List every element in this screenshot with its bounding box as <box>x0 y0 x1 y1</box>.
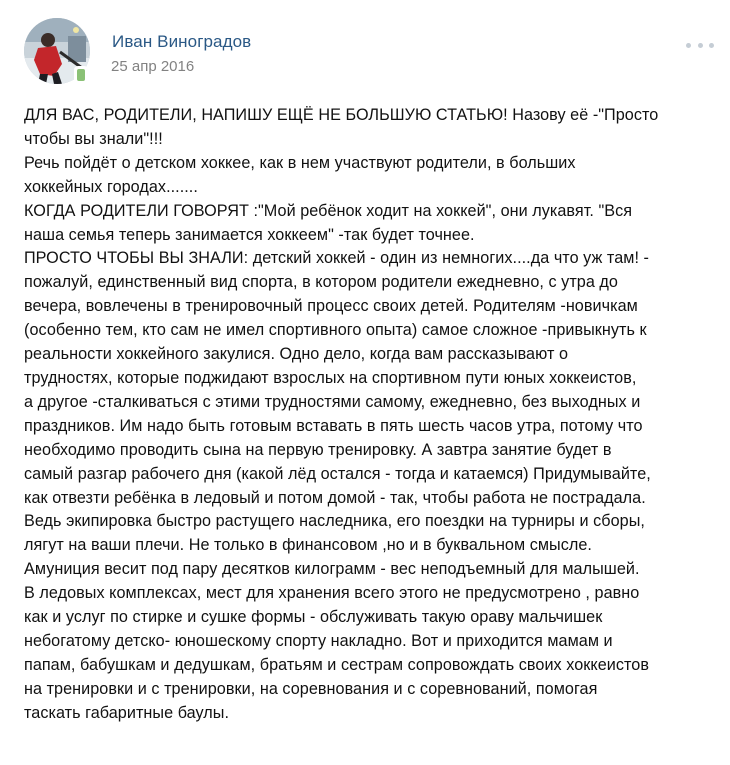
post-date[interactable]: 25 апр 2016 <box>111 58 195 75</box>
cut-off-next-line <box>0 759 730 765</box>
ellipsis-icon[interactable] <box>686 40 714 50</box>
author-name[interactable]: Иван Виноградов <box>112 32 252 51</box>
post-header <box>24 18 714 88</box>
mobile-online-icon <box>74 66 88 84</box>
post-text: ДЛЯ ВАС, РОДИТЕЛИ, НАПИШУ ЕЩЁ НЕ БОЛЬШУЮ СТАТЬЮ! Назову её -"Просто чтобы вы знали"!!! Речь пойдёт о детском хоккее, как в нем участвуют родители, в больших хоккейных городах....... КОГДА РОДИТЕЛИ ГОВОРЯТ :"Мой ребёнок ходит на хоккей", они лукавят. "Вся наша семья теперь занимается хоккеем" -так будет точнее. ПРОСТО ЧТОБЫ ВЫ ЗНАЛИ: детский хоккей - один из немногих....да что уж там! - пожалуй, единственный вид спорта, в котором родители ежедневно, с утра до вечера, вовлечены в тренировочный процесс своих детей. Родителям -новичкам (особенно тем, кто сам не имел спортивного опыта) самое сложное -привыкнуть к реальности хоккейного закулися. Одно дело, когда вам рассказывают о трудностях, которые поджидают взрослых на спортивном пути юных хоккеистов, а другое -сталкиваться с этими трудностями самому, ежедневно, без выходных и праздников. Им надо быть готовым вставать в пять шесть часов утра, потому что необходимо проводить сына на первую тренировку. А завтра занятие будет в самый разгар рабочего дня (какой лёд остался - тогда и катаемся) Придумывайте, как отвезти ребёнка в ледовый и потом домой - так, чтобы работа не пострадала. Ведь экипировка быстро растущего наследника, его поездки на турниры и сборы, лягут на ваши плечи. Не только в финансовом ,но и в буквальном смысле. Амуниция весит под пару десятков килограмм - вес неподъемный для малышей. В ледовых комплексах, мест для хранения всего этого не предусмотрено , равно как и услуг по стирке и сушке формы - обслуживать такую ораву мальчишек небогатому детско- юношескому спорту накладно. Вот и приходится мамам и папам, бабушкам и дедушкам, братьям и сестрам сопровождать своих хоккеистов на тренировки и с тренировки, на соревнования и с соревнований, помогая таскать габаритные баулы. <box>24 106 659 722</box>
